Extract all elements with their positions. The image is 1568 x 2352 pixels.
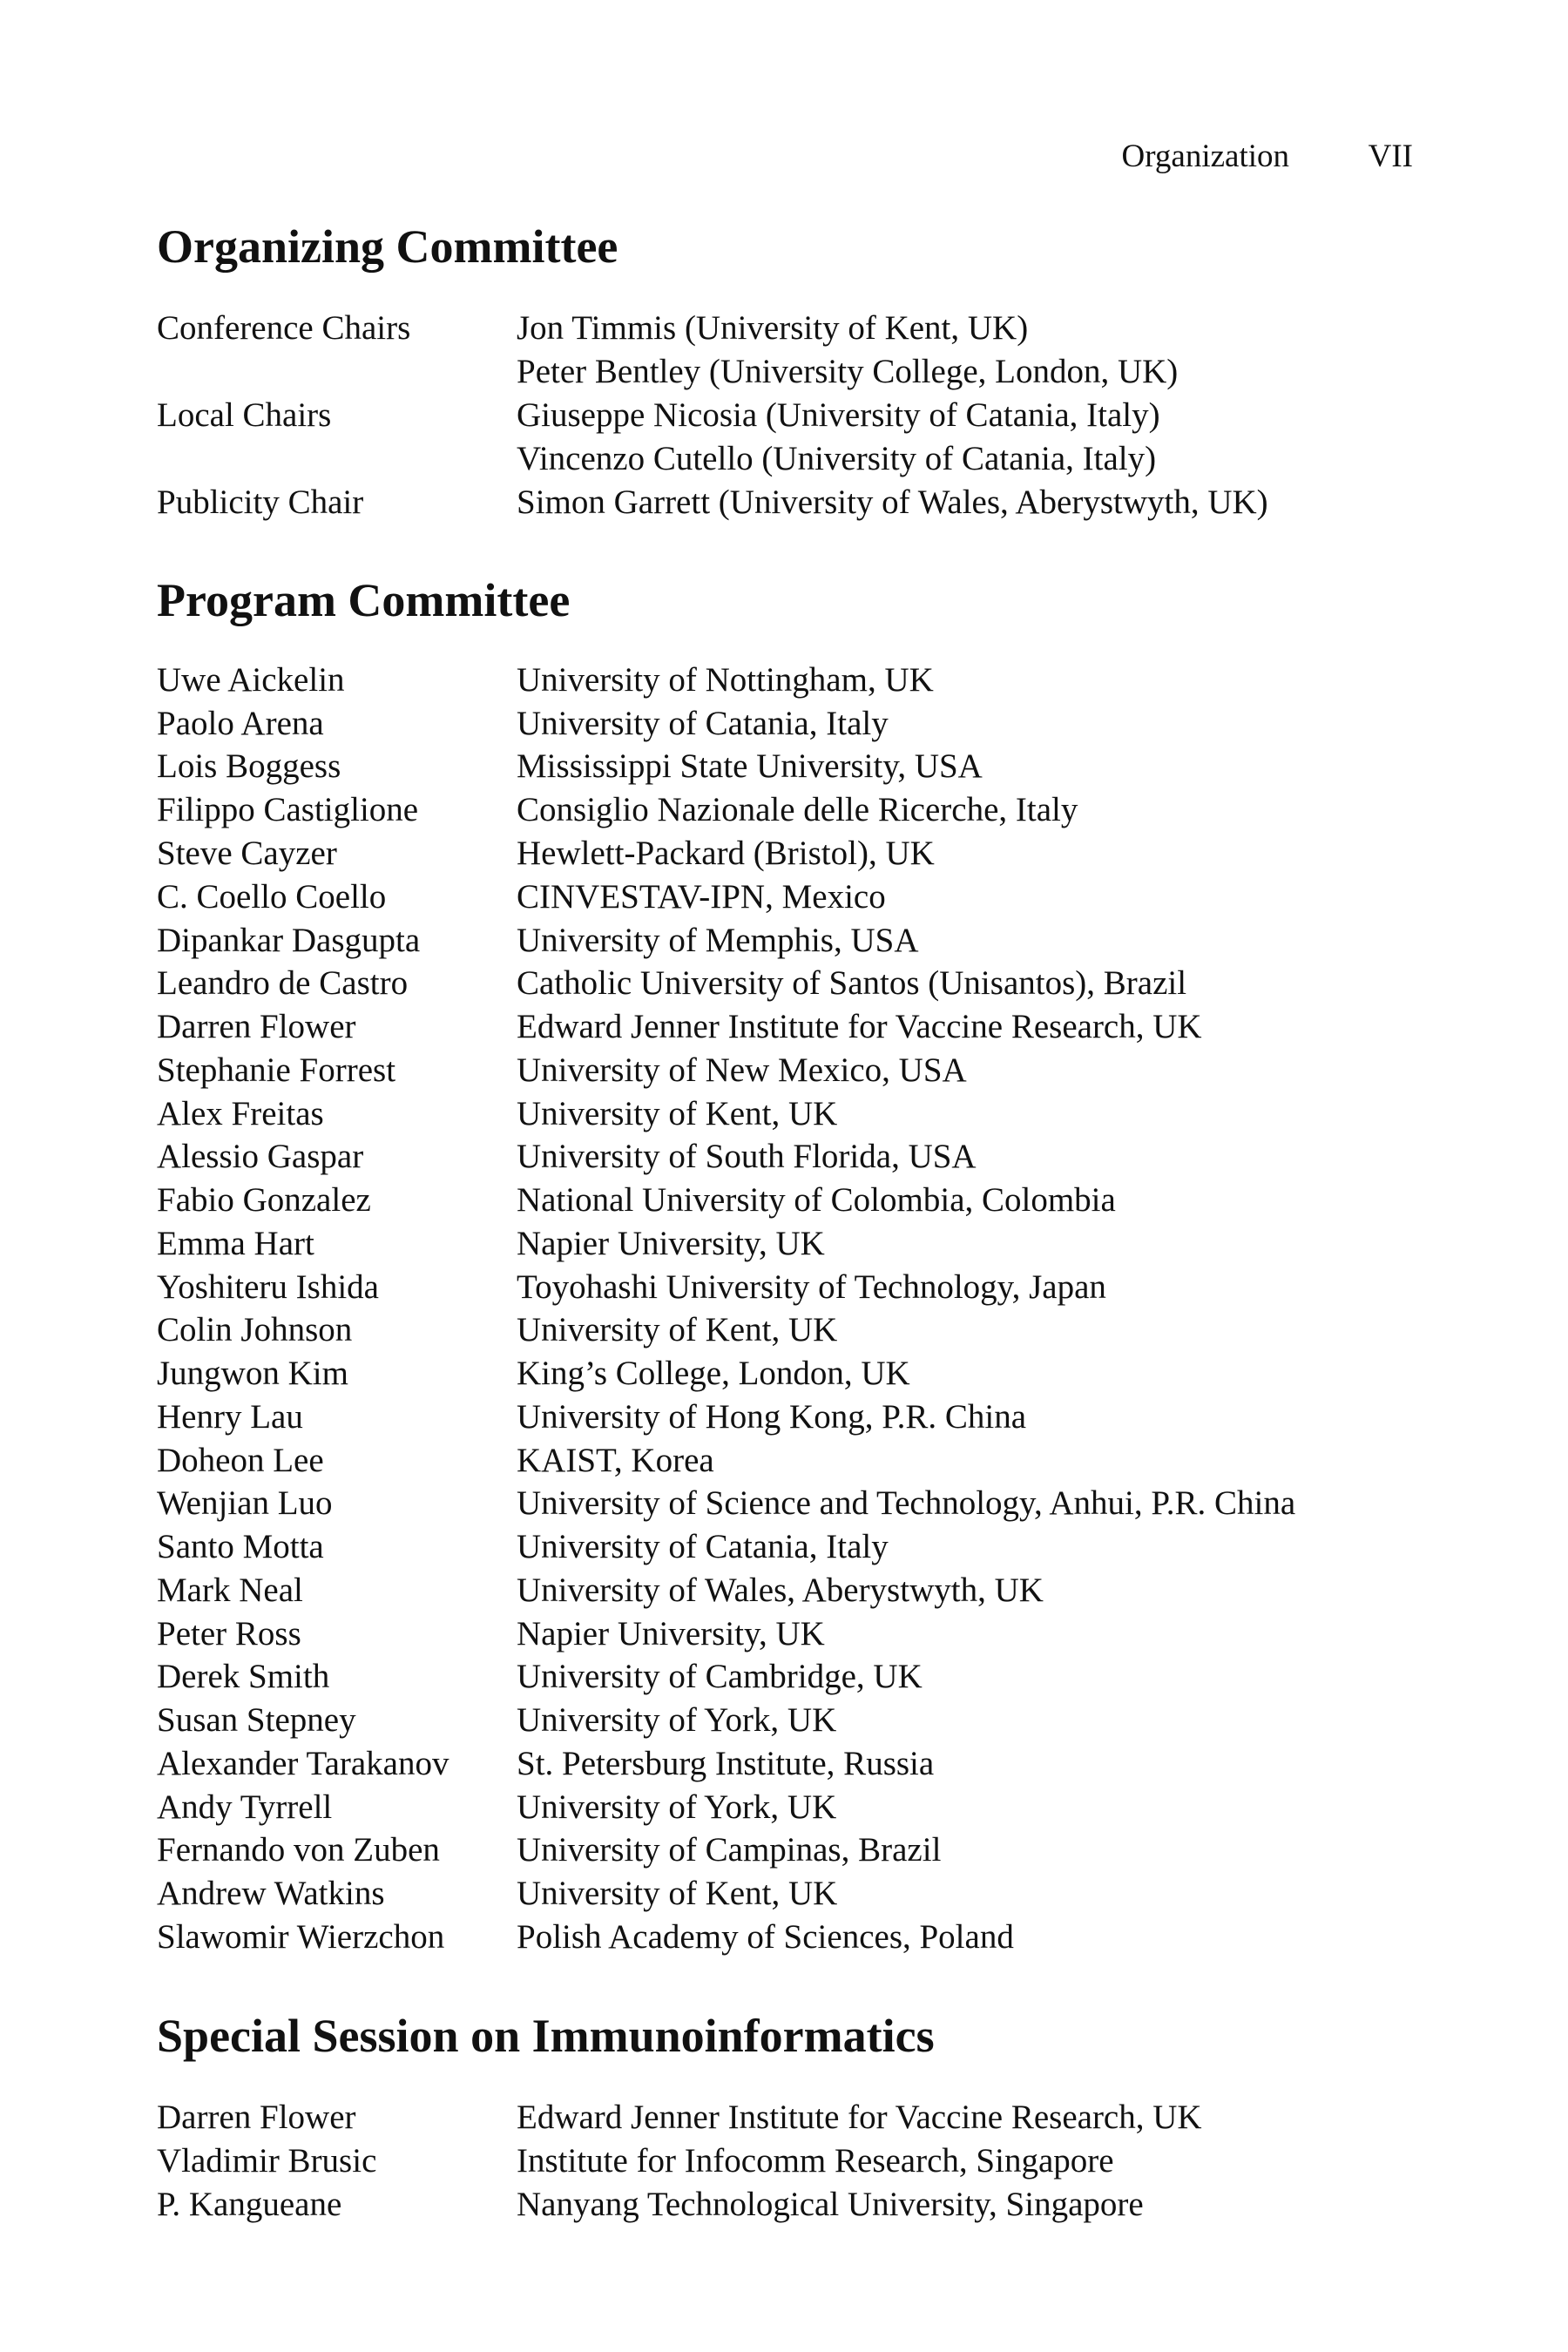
member-name: Alex Freitas (157, 1095, 324, 1132)
member-affiliation: University of York, UK (517, 1701, 837, 1739)
member-affiliation: University of Campinas, Brazil (517, 1831, 942, 1869)
member-name: Darren Flower (157, 1008, 356, 1045)
role-label: Conference Chairs (157, 309, 411, 347)
member-name: Dipankar Dasgupta (157, 922, 421, 959)
member-affiliation: Toyohashi University of Technology, Japan (517, 1268, 1106, 1306)
member-affiliation: University of Kent, UK (517, 1875, 838, 1912)
member-affiliation: University of Hong Kong, P.R. China (517, 1398, 1026, 1436)
member-affiliation: King’s College, London, UK (517, 1355, 910, 1392)
member-affiliation: University of Wales, Aberystwyth, UK (517, 1571, 1044, 1609)
member-affiliation: KAIST, Korea (517, 1442, 714, 1479)
member-entry: Simon Garrett (University of Wales, Aberystwyth, UK) (517, 483, 1268, 521)
member-affiliation: Institute for Infocomm Research, Singapore (517, 2142, 1114, 2180)
member-affiliation: Polish Academy of Sciences, Poland (517, 1918, 1014, 1956)
member-name: Emma Hart (157, 1225, 314, 1262)
member-affiliation: Nanyang Technological University, Singapore (517, 2186, 1144, 2223)
member-name: Wenjian Luo (157, 1484, 333, 1522)
member-name: Jungwon Kim (157, 1355, 348, 1392)
member-name: Steve Cayzer (157, 835, 337, 872)
member-affiliation: University of Catania, Italy (517, 705, 889, 742)
member-name: Vladimir Brusic (157, 2142, 377, 2180)
member-name: Mark Neal (157, 1571, 303, 1609)
member-affiliation: National University of Colombia, Colombia (517, 1181, 1116, 1219)
member-name: Lois Boggess (157, 747, 341, 785)
member-name: Andy Tyrrell (157, 1788, 333, 1826)
member-name: Paolo Arena (157, 705, 324, 742)
member-affiliation: Consiglio Nazionale delle Ricerche, Italy (517, 791, 1078, 828)
member-affiliation: Napier University, UK (517, 1615, 825, 1652)
role-label: Publicity Chair (157, 483, 364, 521)
member-name: Leandro de Castro (157, 964, 409, 1002)
member-affiliation: University of Cambridge, UK (517, 1658, 923, 1695)
member-name: Filippo Castiglione (157, 791, 419, 828)
member-affiliation: Edward Jenner Institute for Vaccine Research, UK (517, 2099, 1202, 2136)
member-name: Yoshiteru Ishida (157, 1268, 379, 1306)
member-name: Derek Smith (157, 1658, 330, 1695)
member-name: Peter Ross (157, 1615, 301, 1652)
member-affiliation: University of New Mexico, USA (517, 1051, 967, 1089)
member-entry: Vincenzo Cutello (University of Catania, Italy) (517, 440, 1157, 477)
member-affiliation: University of Catania, Italy (517, 1528, 889, 1565)
member-name: Fernando von Zuben (157, 1831, 440, 1869)
member-affiliation: Napier University, UK (517, 1225, 825, 1262)
member-name: Susan Stepney (157, 1701, 356, 1739)
member-entry: Giuseppe Nicosia (University of Catania, Italy) (517, 396, 1160, 434)
member-affiliation: University of Memphis, USA (517, 922, 919, 959)
role-label: Local Chairs (157, 396, 332, 434)
member-affiliation: CINVESTAV-IPN, Mexico (517, 878, 886, 916)
member-name: Andrew Watkins (157, 1875, 385, 1912)
member-affiliation: Catholic University of Santos (Unisantos), Brazil (517, 964, 1187, 1002)
member-name: Fabio Gonzalez (157, 1181, 371, 1219)
member-name: Uwe Aickelin (157, 661, 345, 699)
member-name: Alessio Gaspar (157, 1138, 364, 1175)
member-name: Stephanie Forrest (157, 1051, 396, 1089)
running-head (1122, 138, 1413, 175)
member-affiliation: University of York, UK (517, 1788, 837, 1826)
organizing-committee-heading: Organizing Committee (157, 220, 618, 273)
member-name: Henry Lau (157, 1398, 303, 1436)
member-affiliation: University of Kent, UK (517, 1095, 838, 1132)
member-affiliation: Mississippi State University, USA (517, 747, 983, 785)
member-name: Santo Motta (157, 1528, 324, 1565)
special-session-heading: Special Session on Immunoinformatics (157, 2010, 935, 2062)
member-affiliation: University of South Florida, USA (517, 1138, 977, 1175)
member-affiliation: St. Petersburg Institute, Russia (517, 1745, 935, 1782)
member-name: P. Kangueane (157, 2186, 342, 2223)
member-affiliation: University of Kent, UK (517, 1311, 838, 1348)
member-name: Slawomir Wierzchon (157, 1918, 445, 1956)
member-name: C. Coello Coello (157, 878, 387, 916)
member-entry: Peter Bentley (University College, London, UK) (517, 353, 1179, 390)
member-name: Colin Johnson (157, 1311, 353, 1348)
member-affiliation: University of Science and Technology, Anhui, P.R. China (517, 1484, 1296, 1522)
member-entry: Jon Timmis (University of Kent, UK) (517, 309, 1029, 347)
page-number: VII (1368, 139, 1413, 174)
program-committee-heading: Program Committee (157, 574, 571, 626)
member-name: Darren Flower (157, 2099, 356, 2136)
member-name: Doheon Lee (157, 1442, 324, 1479)
running-title: Organization (1121, 139, 1290, 174)
member-affiliation: Hewlett-Packard (Bristol), UK (517, 835, 935, 872)
member-affiliation: Edward Jenner Institute for Vaccine Research, UK (517, 1008, 1202, 1045)
member-affiliation: University of Nottingham, UK (517, 661, 934, 699)
member-name: Alexander Tarakanov (157, 1745, 449, 1782)
